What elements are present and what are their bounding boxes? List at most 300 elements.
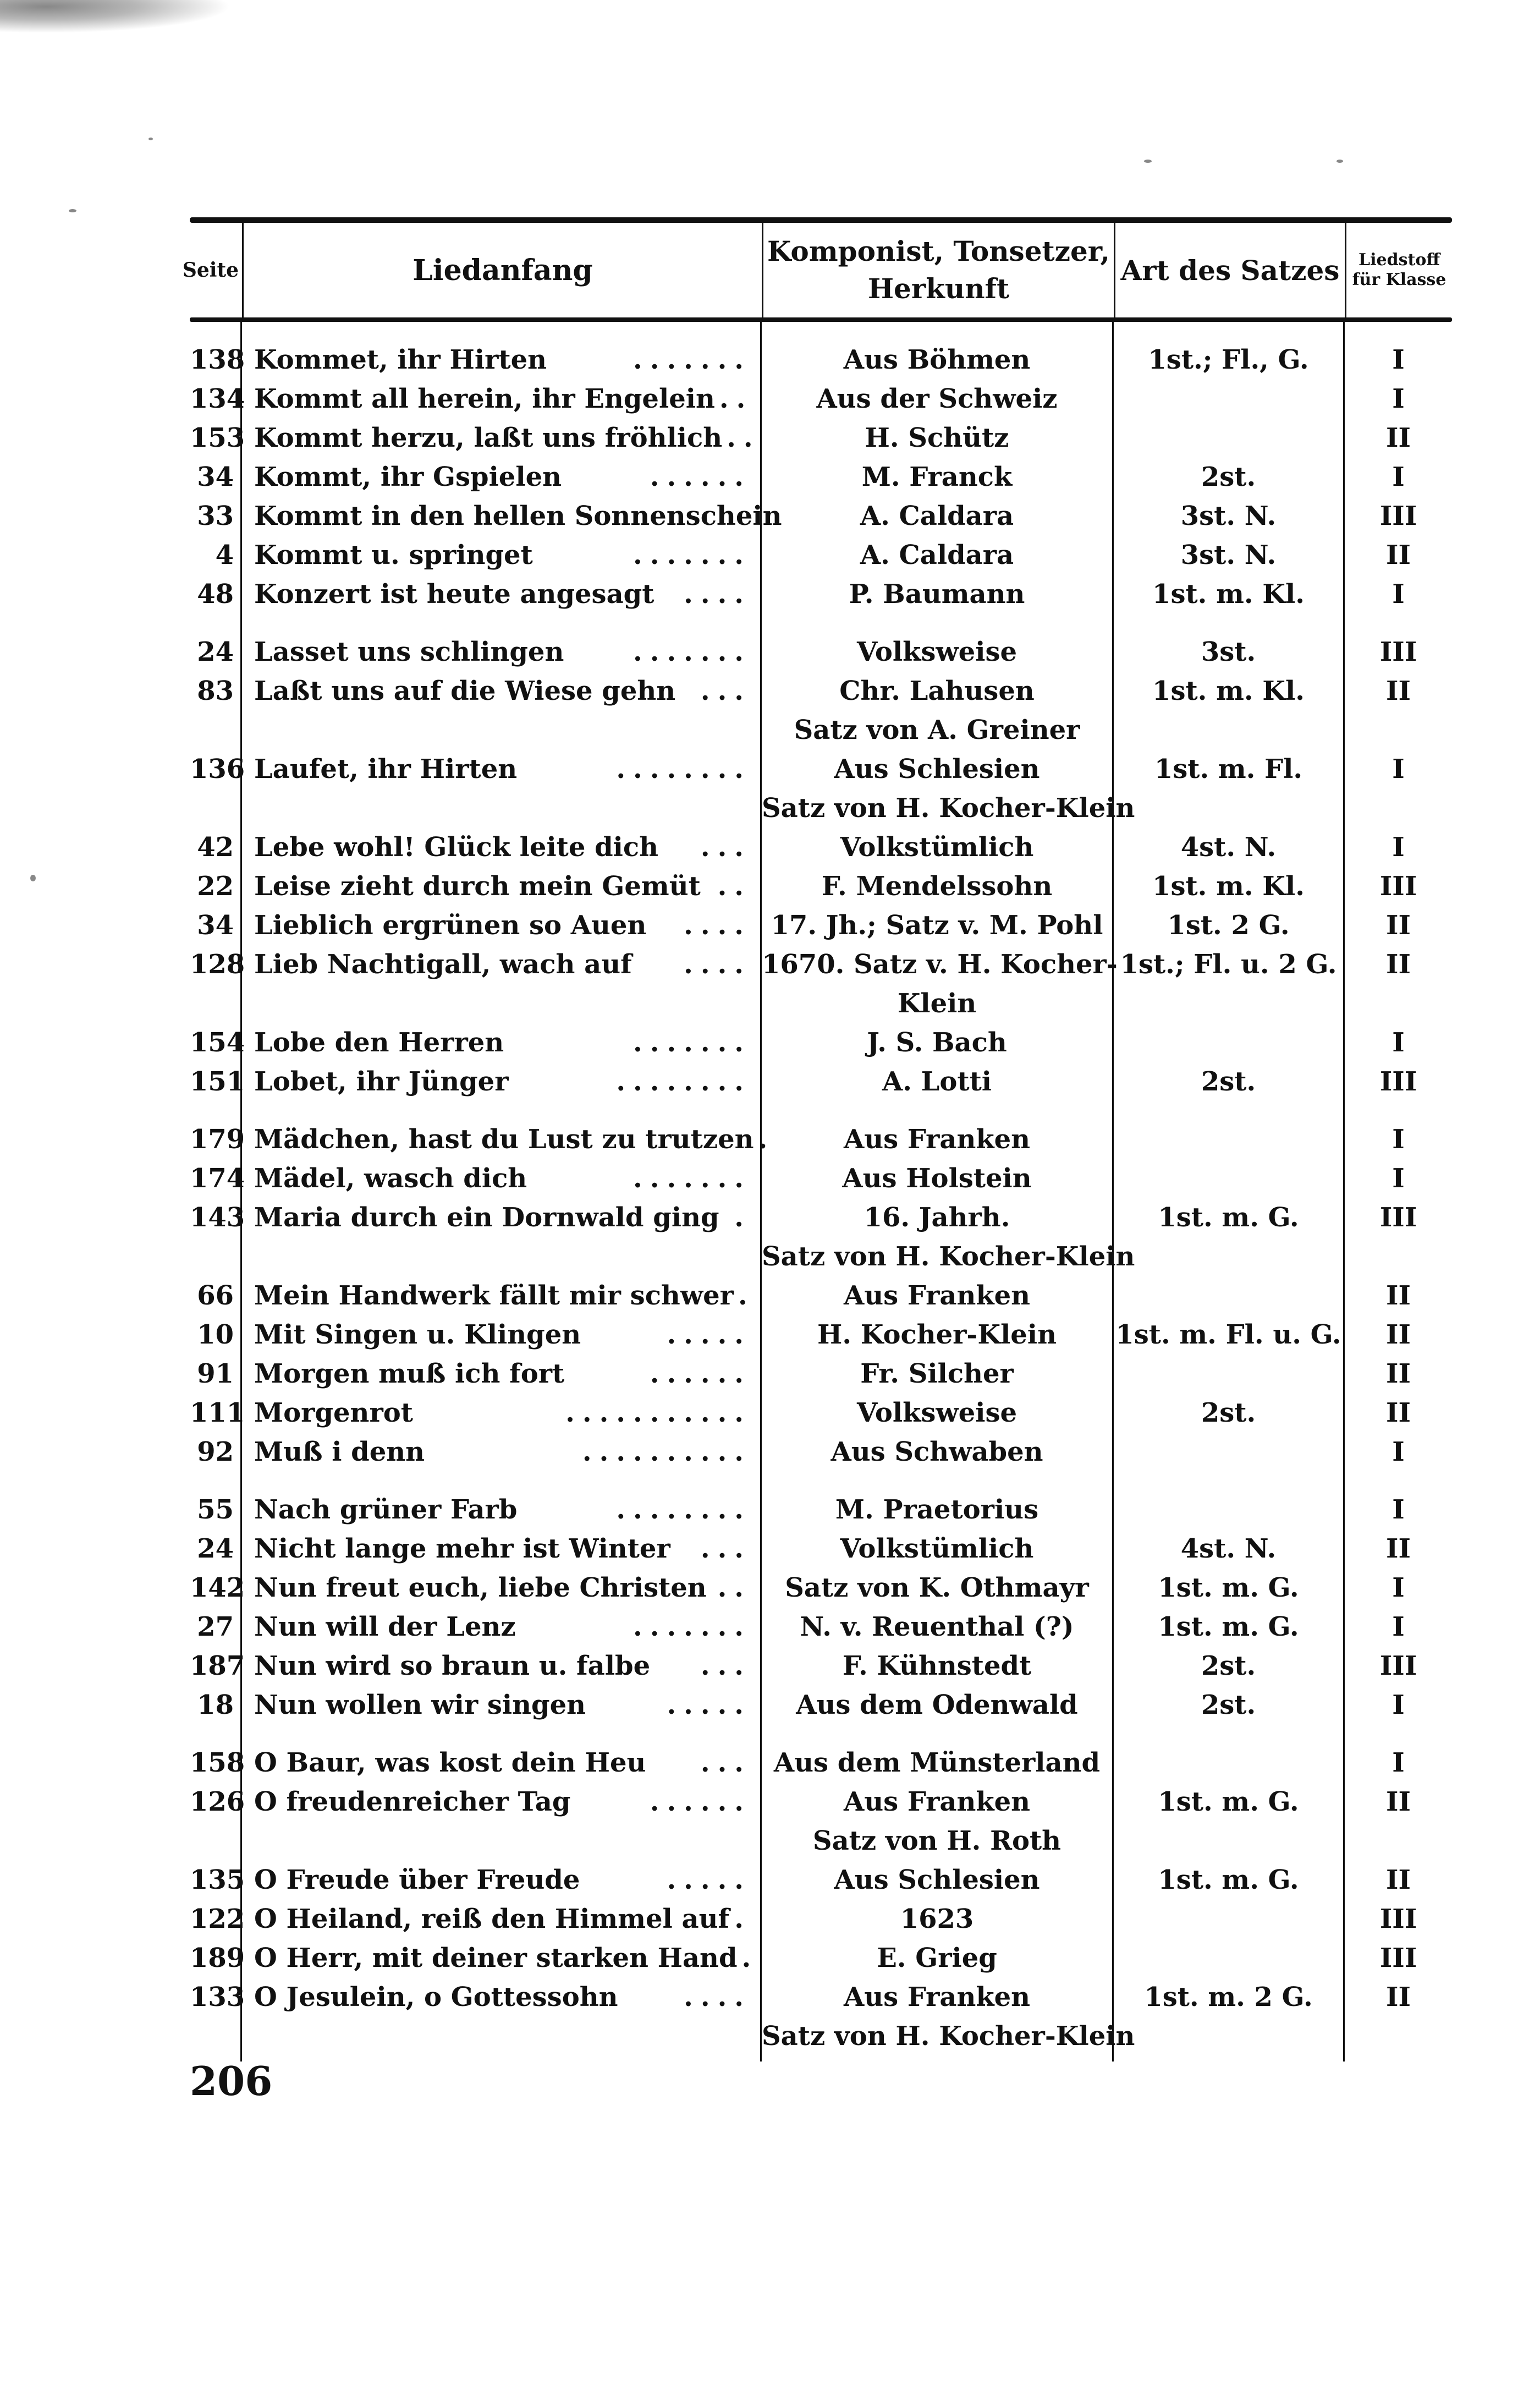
row-komponist [762,1315,1114,1355]
row-liedanfang [242,828,762,867]
row-art-des-satzes [1114,1355,1345,1394]
table-bottom-space [1345,2056,1452,2061]
komponist-line: Satz von H. Roth [812,1825,1062,1856]
row-seite: 111 [190,1394,242,1433]
table-bottom-space [762,2056,1114,2061]
leader-dots: . [738,1280,755,1311]
row-klasse: I [1392,1494,1405,1525]
row-liedanfang [242,1861,762,1900]
row-klasse: III [1379,1943,1417,1973]
scan-speck [148,138,153,140]
komponist-line: M. Praetorius [835,1494,1039,1525]
group-spacer [1114,1472,1345,1490]
row-klasse: I [1392,1611,1405,1642]
row-komponist [762,1198,1135,1276]
row-seite: 18 [190,1686,242,1725]
row-liedanfang [242,1433,762,1472]
song-title: Maria durch ein Dornwald ging [254,1202,719,1233]
row-art-des-satzes: 1st. 2 G. [1114,906,1345,945]
komponist-line: Volksweise [856,637,1018,667]
row-seite: 22 [190,867,242,906]
komponist-line: 1670. Satz v. H. Kocher- [762,949,1118,980]
row-seite: 136 [190,750,242,828]
group-spacer [242,1101,762,1120]
song-title: Kommet, ihr Hirten [254,344,547,375]
row-art-des-satzes [1114,419,1345,458]
row-liedanfang [242,633,762,672]
row-komponist [762,536,1114,575]
scan-speck [1336,160,1343,163]
row-komponist [762,1394,1114,1433]
row-art-des-satzes: 1st. m. Kl. [1114,867,1345,906]
row-komponist [762,1490,1114,1529]
row-klasse: III [1379,871,1417,902]
row-komponist [762,497,1114,536]
header-liedanfang: Liedanfang [242,223,762,317]
row-liedanfang [242,1315,762,1355]
row-klasse: II [1386,1280,1411,1311]
row-komponist [762,1686,1114,1725]
row-liedanfang [242,1900,762,1939]
group-spacer [1114,614,1345,633]
song-title: Laufet, ihr Hirten [254,754,518,785]
leader-dots: . [734,1202,751,1233]
row-seite: 179 [190,1120,242,1159]
row-klasse: III [1379,1904,1417,1934]
leader-dots: ...... [650,462,751,492]
row-komponist [762,1647,1114,1686]
row-seite: 122 [190,1900,242,1939]
leader-dots: ........ [616,1066,751,1097]
row-seite: 55 [190,1490,242,1529]
row-art-des-satzes: 1st. m. G. [1114,1608,1345,1647]
row-komponist [762,1569,1114,1608]
row-liedanfang [242,906,762,945]
row-klasse: I [1392,1747,1405,1778]
row-komponist [762,1783,1114,1861]
row-liedanfang [242,1569,762,1608]
row-klasse: II [1386,676,1411,706]
komponist-line: Chr. Lahusen [839,676,1035,706]
komponist-line: 16. Jahrh. [864,1202,1010,1233]
komponist-line: M. Franck [861,462,1013,492]
song-title: Lobet, ihr Jünger [254,1066,509,1097]
row-klasse: II [1386,1533,1411,1564]
leader-dots: ........ [616,1494,751,1525]
group-spacer [762,1725,1114,1743]
leader-dots: ...... [650,1358,751,1389]
group-spacer [190,1472,242,1490]
row-seite: 24 [190,1529,242,1569]
row-liedanfang [242,458,762,497]
komponist-line: Satz von K. Othmayr [785,1572,1089,1603]
komponist-line: F. Kühnstedt [842,1651,1032,1681]
song-title: Kommt all herein, ihr Engelein [254,383,715,414]
song-title: Laßt uns auf die Wiese gehn [254,676,676,706]
group-spacer [242,1472,762,1490]
row-seite: 126 [190,1783,242,1861]
row-liedanfang [242,750,762,828]
header-komponist: Komponist, Tonsetzer, Herkunft [762,223,1114,317]
row-art-des-satzes: 4st. N. [1114,828,1345,867]
row-komponist [762,945,1118,1023]
row-seite: 27 [190,1608,242,1647]
row-seite: 138 [190,341,242,380]
song-title: Leise zieht durch mein Gemüt [254,871,701,902]
leader-dots: .... [684,579,751,610]
row-komponist [762,750,1135,828]
song-title: Morgenrot [254,1397,413,1428]
komponist-line: Satz von H. Kocher-Klein [762,2021,1135,2052]
row-art-des-satzes: 3st. [1114,633,1345,672]
row-klasse: I [1392,1163,1405,1194]
song-title: Kommt u. springet [254,540,533,571]
header-art-des-satzes: Art des Satzes [1114,223,1345,317]
row-liedanfang [242,380,762,419]
leader-dots: . [734,1904,751,1934]
row-komponist [762,419,1114,458]
song-title: O Freude über Freude [254,1865,580,1895]
komponist-line: Aus Franken [843,1982,1031,2013]
row-seite: 142 [190,1569,242,1608]
row-art-des-satzes: 2st. [1114,1647,1345,1686]
row-klasse: I [1392,1690,1405,1720]
song-title: Nun wollen wir singen [254,1690,586,1720]
song-index-table [182,217,1452,2061]
row-komponist [762,1023,1114,1062]
row-liedanfang [242,945,762,1023]
song-title: Lebe wohl! Glück leite dich [254,832,659,863]
song-title: Konzert ist heute angesagt [254,579,654,610]
komponist-line: 17. Jh.; Satz v. M. Pohl [771,910,1103,941]
row-art-des-satzes [1114,1120,1345,1159]
row-art-des-satzes: 1st. m. G. [1114,1861,1345,1900]
leader-dots: . [741,1943,759,1973]
row-klasse: II [1386,423,1411,453]
row-liedanfang [242,419,762,458]
komponist-line: Volksweise [856,1397,1018,1428]
row-komponist [762,1939,1114,1978]
row-art-des-satzes: 1st. m. G. [1114,1198,1345,1276]
row-art-des-satzes [1114,1023,1345,1062]
leader-dots: ....... [633,1611,751,1642]
row-seite: 24 [190,633,242,672]
row-komponist [762,458,1114,497]
group-spacer [1345,614,1452,633]
row-liedanfang [242,1198,762,1276]
leader-dots: .. [719,383,754,414]
row-art-des-satzes: 3st. N. [1114,536,1345,575]
row-liedanfang [242,1647,762,1686]
row-komponist [762,906,1114,945]
row-klasse: I [1392,1572,1405,1603]
row-liedanfang [242,1159,762,1198]
group-spacer [762,322,1114,341]
row-komponist [762,828,1114,867]
row-seite: 91 [190,1355,242,1394]
komponist-line: Aus dem Münsterland [773,1747,1101,1778]
row-klasse: III [1379,1202,1417,1233]
row-art-des-satzes [1114,1433,1345,1472]
leader-dots: ....... [633,344,751,375]
song-title: O freudenreicher Tag [254,1786,571,1817]
komponist-line: Aus Holstein [842,1163,1032,1194]
leader-dots: ....... [633,637,751,667]
song-title: Nun wird so braun u. falbe [254,1651,651,1681]
komponist-line: Aus Franken [843,1124,1031,1155]
page-number: 206 [190,2058,273,2104]
leader-dots: .... [684,949,751,980]
header-seite: Seite [182,259,239,282]
komponist-line: P. Baumann [849,579,1025,610]
row-liedanfang [242,1978,762,2056]
row-klasse: I [1392,383,1405,414]
row-komponist [762,867,1114,906]
row-art-des-satzes [1114,380,1345,419]
row-komponist [762,1529,1114,1569]
song-title: Kommt in den hellen Sonnenschein [254,501,782,531]
komponist-line: A. Caldara [860,540,1014,571]
row-klasse: I [1392,344,1405,375]
leader-dots: .... [684,1982,751,2013]
song-title: Nun freut euch, liebe Christen [254,1572,707,1603]
row-liedanfang [242,536,762,575]
song-title: Mit Singen u. Klingen [254,1319,581,1350]
row-seite: 134 [190,380,242,419]
group-spacer [1345,1101,1452,1120]
leader-dots: .. [717,1572,751,1603]
leader-dots: ........ [616,754,751,785]
row-komponist [762,1743,1114,1783]
row-art-des-satzes: 1st. m. G. [1114,1783,1345,1861]
song-title: Nun will der Lenz [254,1611,516,1642]
row-komponist [762,1355,1114,1394]
song-title: Lieb Nachtigall, wach auf [254,949,632,980]
table-bottom-space [1114,2056,1345,2061]
row-seite: 189 [190,1939,242,1978]
row-seite: 174 [190,1159,242,1198]
row-art-des-satzes: 3st. N. [1114,497,1345,536]
scan-smudge [0,0,231,33]
komponist-line: Klein [897,988,977,1019]
song-title: Morgen muß ich fort [254,1358,565,1389]
row-art-des-satzes: 1st. m. Kl. [1114,672,1345,750]
row-liedanfang [242,341,762,380]
row-klasse: I [1392,1436,1405,1467]
row-liedanfang [242,1529,762,1569]
leader-dots: ... [700,1747,751,1778]
row-liedanfang [242,1062,762,1101]
song-title: O Baur, was kost dein Heu [254,1747,646,1778]
row-klasse: II [1386,949,1411,980]
row-liedanfang [242,867,762,906]
group-spacer [1345,322,1452,341]
row-liedanfang [242,1608,762,1647]
komponist-line: Aus Franken [843,1786,1031,1817]
song-title: O Jesulein, o Gottessohn [254,1982,618,2013]
row-komponist [762,672,1114,750]
leader-dots: ... [700,1651,751,1681]
song-title: O Heiland, reiß den Himmel auf [254,1904,730,1934]
row-klasse: I [1392,1027,1405,1058]
scan-speck [1144,160,1152,163]
row-komponist [762,1978,1135,2056]
row-liedanfang [242,1686,762,1725]
row-liedanfang [242,1743,762,1783]
leader-dots: ...... [650,1786,751,1817]
komponist-line: Fr. Silcher [860,1358,1014,1389]
group-spacer [1345,1472,1452,1490]
row-art-des-satzes: 2st. [1114,1686,1345,1725]
row-liedanfang [242,1783,762,1861]
row-klasse: I [1392,832,1405,863]
scan-speck [30,875,36,881]
row-klasse: I [1392,462,1405,492]
komponist-line: Aus Schwaben [831,1436,1043,1467]
leader-dots: ..... [667,1690,751,1720]
group-spacer [190,1725,242,1743]
row-seite: 66 [190,1276,242,1315]
song-title: Mädchen, hast du Lust zu trutzen [254,1124,754,1155]
row-komponist [762,380,1114,419]
table-top-rule [190,217,1452,223]
row-komponist [762,1608,1114,1647]
row-komponist [762,1276,1114,1315]
group-spacer [190,322,242,341]
row-liedanfang [242,672,762,750]
group-spacer [242,1725,762,1743]
header-klasse: Liedstoff für Klasse [1345,223,1452,317]
row-seite: 4 [190,536,242,575]
leader-dots: ... [700,676,751,706]
row-klasse: II [1386,1319,1411,1350]
row-komponist [762,575,1114,614]
komponist-line: 1623 [900,1904,974,1934]
row-liedanfang [242,1120,776,1159]
row-seite: 83 [190,672,242,750]
leader-dots: ........... [565,1397,751,1428]
row-liedanfang [242,1394,762,1433]
row-art-des-satzes: 1st. m. Fl. u. G. [1114,1315,1345,1355]
leader-dots: ..... [667,1865,751,1895]
leader-dots: .. [727,423,761,453]
row-klasse: II [1386,540,1411,571]
leader-dots: ....... [633,1163,751,1194]
row-seite: 34 [190,906,242,945]
leader-dots: .. [717,871,751,902]
table-header [182,223,1452,317]
leader-dots: . [758,1124,776,1155]
row-klasse: II [1386,1786,1411,1817]
komponist-line: A. Lotti [882,1066,992,1097]
komponist-line: A. Caldara [860,501,1014,531]
row-art-des-satzes [1114,1276,1345,1315]
komponist-line: Satz von H. Kocher-Klein [762,793,1135,824]
row-komponist [762,633,1114,672]
row-art-des-satzes: 1st.; Fl. u. 2 G. [1114,945,1345,1023]
row-liedanfang [242,1023,762,1062]
leader-dots: ..... [667,1319,751,1350]
komponist-line: F. Mendelssohn [821,871,1053,902]
song-title: Kommt, ihr Gspielen [254,462,562,492]
row-komponist [762,341,1114,380]
row-seite: 48 [190,575,242,614]
komponist-line: N. v. Reuenthal (?) [800,1611,1074,1642]
row-seite: 143 [190,1198,242,1276]
row-klasse: II [1386,1358,1411,1389]
group-spacer [242,322,762,341]
row-art-des-satzes: 2st. [1114,1062,1345,1101]
row-art-des-satzes: 1st. m. 2 G. [1114,1978,1345,2056]
song-title: Nach grüner Farb [254,1494,518,1525]
song-title: Lobe den Herren [254,1027,504,1058]
row-art-des-satzes [1114,1939,1345,1978]
table-header-rule [190,317,1452,322]
komponist-line: Satz von A. Greiner [794,715,1080,745]
row-klasse: III [1379,1066,1417,1097]
row-art-des-satzes: 1st. m. Fl. [1114,750,1345,828]
group-spacer [1114,322,1345,341]
leader-dots: .... [684,910,751,941]
row-klasse: II [1386,910,1411,941]
row-seite: 154 [190,1023,242,1062]
row-art-des-satzes [1114,1159,1345,1198]
komponist-line: Volkstümlich [840,832,1034,863]
song-title: O Herr, mit deiner starken Hand [254,1943,738,1973]
row-komponist [762,1433,1114,1472]
scan-speck [69,209,76,212]
table-body [190,322,1452,2061]
row-seite: 158 [190,1743,242,1783]
leader-dots: .......... [582,1436,751,1467]
row-klasse: III [1379,637,1417,667]
komponist-line: Satz von H. Kocher-Klein [762,1241,1135,1272]
row-liedanfang [242,1939,762,1978]
row-art-des-satzes: 4st. N. [1114,1529,1345,1569]
song-title: Mädel, wasch dich [254,1163,527,1194]
group-spacer [762,1101,1114,1120]
row-art-des-satzes: 1st.; Fl., G. [1114,341,1345,380]
song-title: Mein Handwerk fällt mir schwer [254,1280,734,1311]
row-seite: 128 [190,945,242,1023]
group-spacer [762,1472,1114,1490]
row-liedanfang [242,1355,762,1394]
komponist-line: E. Grieg [877,1943,997,1973]
row-klasse: I [1392,754,1405,785]
row-liedanfang [242,1276,762,1315]
row-seite: 34 [190,458,242,497]
komponist-line: Aus der Schweiz [816,383,1058,414]
song-title: Nicht lange mehr ist Winter [254,1533,670,1564]
row-komponist [762,1159,1114,1198]
row-art-des-satzes [1114,1743,1345,1783]
komponist-line: J. S. Bach [867,1027,1007,1058]
row-seite: 151 [190,1062,242,1101]
group-spacer [1345,1725,1452,1743]
row-klasse: II [1386,1865,1411,1895]
row-art-des-satzes [1114,1900,1345,1939]
row-komponist [762,1900,1114,1939]
row-klasse: II [1386,1982,1411,2013]
group-spacer [762,614,1114,633]
row-seite: 133 [190,1978,242,2056]
group-spacer [1114,1101,1345,1120]
row-seite: 10 [190,1315,242,1355]
group-spacer [190,614,242,633]
row-art-des-satzes: 1st. m. Kl. [1114,575,1345,614]
row-komponist [762,1062,1114,1101]
row-art-des-satzes: 2st. [1114,1394,1345,1433]
